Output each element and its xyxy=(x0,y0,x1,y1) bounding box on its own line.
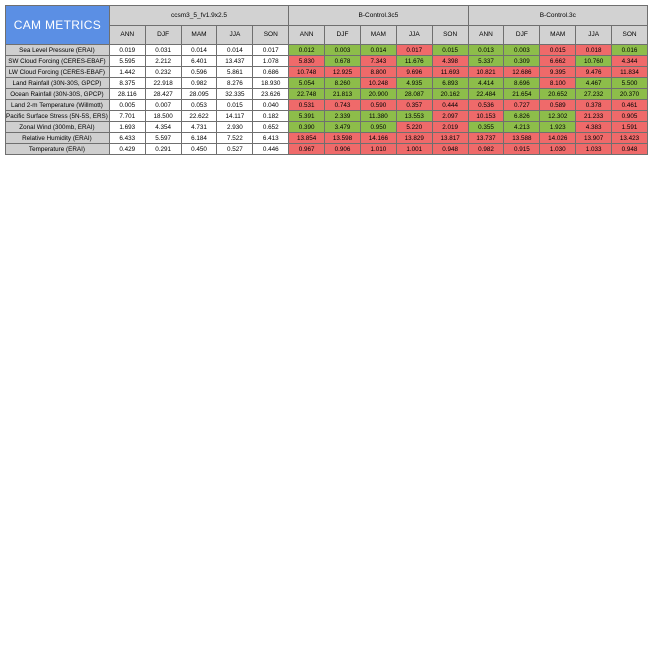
metric-value-cell: 11.834 xyxy=(612,67,648,78)
metric-value-cell: 4.467 xyxy=(576,78,612,89)
metric-value-cell: 20.652 xyxy=(540,89,576,100)
metric-value-cell: 1.010 xyxy=(360,144,396,155)
metric-value-cell: 0.232 xyxy=(145,67,181,78)
metric-value-cell: 13.817 xyxy=(432,133,468,144)
case-header: B-Control.3c5 xyxy=(289,6,468,26)
metric-value-cell: 0.012 xyxy=(289,45,325,56)
table-title: CAM METRICS xyxy=(6,6,110,45)
metric-value-cell: 0.446 xyxy=(253,144,289,155)
metric-value-cell: 0.015 xyxy=(217,100,253,111)
metric-value-cell: 0.017 xyxy=(396,45,432,56)
metric-label xyxy=(6,89,110,100)
metric-label xyxy=(6,100,110,111)
metric-value-cell: 5.597 xyxy=(145,133,181,144)
metric-value-cell: 3.479 xyxy=(325,122,361,133)
metric-value-cell: 0.390 xyxy=(289,122,325,133)
season-header: SON xyxy=(612,25,648,45)
metric-value-cell: 0.652 xyxy=(253,122,289,133)
metric-value-cell: 0.686 xyxy=(253,67,289,78)
metric-value-cell: 28.427 xyxy=(145,89,181,100)
metric-value-cell: 0.355 xyxy=(468,122,504,133)
metric-value-cell: 5.830 xyxy=(289,56,325,67)
metric-value-cell: 10.821 xyxy=(468,67,504,78)
metric-value-cell: 23.626 xyxy=(253,89,289,100)
metric-value-cell: 0.003 xyxy=(504,45,540,56)
metric-value-cell: 12.686 xyxy=(504,67,540,78)
metric-value-cell: 6.413 xyxy=(253,133,289,144)
season-header: MAM xyxy=(540,25,576,45)
metric-value-cell: 0.950 xyxy=(360,122,396,133)
metric-value-cell: 4.383 xyxy=(576,122,612,133)
metric-label-text: Relative Humidity (ERAI) xyxy=(22,134,92,142)
metric-value-cell: 5.595 xyxy=(109,56,145,67)
metric-label-text: Pacific Surface Stress (5N-5S, ERS) xyxy=(6,112,108,120)
metric-value-cell: 13.423 xyxy=(612,133,648,144)
case-header-row xyxy=(6,6,648,26)
metric-value-cell: 8.100 xyxy=(540,78,576,89)
metric-value-cell: 1.030 xyxy=(540,144,576,155)
season-header: ANN xyxy=(109,25,145,45)
metric-value-cell: 0.743 xyxy=(325,100,361,111)
metric-value-cell: 12.925 xyxy=(325,67,361,78)
metric-value-cell: 0.005 xyxy=(109,100,145,111)
metric-value-cell: 0.018 xyxy=(576,45,612,56)
metric-value-cell: 13.854 xyxy=(289,133,325,144)
metric-value-cell: 0.003 xyxy=(325,45,361,56)
metric-value-cell: 0.291 xyxy=(145,144,181,155)
metric-label-text: SW Cloud Forcing (CERES-EBAF) xyxy=(8,57,106,65)
metric-value-cell: 6.826 xyxy=(504,111,540,122)
metric-value-cell: 0.015 xyxy=(432,45,468,56)
metric-label-text: Ocean Rainfall (30N-30S, GPCP) xyxy=(10,90,104,98)
metric-value-cell: 1.591 xyxy=(612,122,648,133)
metric-label xyxy=(6,144,110,155)
metric-value-cell: 12.302 xyxy=(540,111,576,122)
metric-value-cell: 0.053 xyxy=(181,100,217,111)
metric-value-cell: 0.982 xyxy=(468,144,504,155)
metric-value-cell: 2.339 xyxy=(325,111,361,122)
metric-label xyxy=(6,111,110,122)
metric-value-cell: 1.033 xyxy=(576,144,612,155)
metric-value-cell: 18.500 xyxy=(145,111,181,122)
metric-value-cell: 20.370 xyxy=(612,89,648,100)
metric-value-cell: 14.026 xyxy=(540,133,576,144)
metric-value-cell: 9.395 xyxy=(540,67,576,78)
metric-value-cell: 22.748 xyxy=(289,89,325,100)
metric-value-cell: 0.596 xyxy=(181,67,217,78)
metric-value-cell: 13.598 xyxy=(325,133,361,144)
metric-value-cell: 13.588 xyxy=(504,133,540,144)
metric-value-cell: 6.401 xyxy=(181,56,217,67)
metric-value-cell: 10.760 xyxy=(576,56,612,67)
metric-value-cell: 11.693 xyxy=(432,67,468,78)
metric-value-cell: 1.923 xyxy=(540,122,576,133)
season-header: ANN xyxy=(289,25,325,45)
metric-value-cell: 0.040 xyxy=(253,100,289,111)
metric-value-cell: 8.375 xyxy=(109,78,145,89)
metric-value-cell: 9.476 xyxy=(576,67,612,78)
season-header: JJA xyxy=(576,25,612,45)
metric-value-cell: 32.335 xyxy=(217,89,253,100)
table-row xyxy=(6,78,648,89)
metric-value-cell: 7.522 xyxy=(217,133,253,144)
case-header: ccsm3_5_fv1.9x2.5 xyxy=(109,6,288,26)
metric-value-cell: 0.013 xyxy=(468,45,504,56)
metric-value-cell: 28.116 xyxy=(109,89,145,100)
metric-value-cell: 0.014 xyxy=(181,45,217,56)
metric-value-cell: 0.589 xyxy=(540,100,576,111)
metric-value-cell: 0.031 xyxy=(145,45,181,56)
metric-label xyxy=(6,45,110,56)
metric-value-cell: 0.309 xyxy=(504,56,540,67)
metric-value-cell: 0.948 xyxy=(612,144,648,155)
metric-value-cell: 21.654 xyxy=(504,89,540,100)
metric-value-cell: 22.918 xyxy=(145,78,181,89)
metric-value-cell: 1.442 xyxy=(109,67,145,78)
metric-value-cell: 4.935 xyxy=(396,78,432,89)
table-row xyxy=(6,100,648,111)
metric-value-cell: 28.095 xyxy=(181,89,217,100)
metric-value-cell: 28.087 xyxy=(396,89,432,100)
metric-value-cell: 0.590 xyxy=(360,100,396,111)
metric-value-cell: 20.900 xyxy=(360,89,396,100)
metric-value-cell: 0.016 xyxy=(612,45,648,56)
metric-label-text: LW Cloud Forcing (CERES-EBAF) xyxy=(8,68,105,76)
metric-value-cell: 10.248 xyxy=(360,78,396,89)
metric-value-cell: 27.232 xyxy=(576,89,612,100)
metric-value-cell: 0.357 xyxy=(396,100,432,111)
metric-value-cell: 0.906 xyxy=(325,144,361,155)
metric-value-cell: 0.014 xyxy=(217,45,253,56)
metric-value-cell: 0.017 xyxy=(253,45,289,56)
season-header: DJF xyxy=(504,25,540,45)
table-row xyxy=(6,89,648,100)
metric-value-cell: 4.213 xyxy=(504,122,540,133)
metric-value-cell: 10.153 xyxy=(468,111,504,122)
metric-value-cell: 0.015 xyxy=(540,45,576,56)
metric-label xyxy=(6,122,110,133)
metric-label-text: Land Rainfall (30N-30S, GPCP) xyxy=(12,79,102,87)
metric-value-cell: 0.948 xyxy=(432,144,468,155)
metric-value-cell: 0.461 xyxy=(612,100,648,111)
metric-label xyxy=(6,78,110,89)
metric-value-cell: 0.014 xyxy=(360,45,396,56)
metric-label xyxy=(6,67,110,78)
metric-value-cell: 0.905 xyxy=(612,111,648,122)
season-header: ANN xyxy=(468,25,504,45)
metrics-body xyxy=(6,45,648,155)
metric-value-cell: 0.429 xyxy=(109,144,145,155)
season-header: MAM xyxy=(360,25,396,45)
metric-label xyxy=(6,56,110,67)
metric-value-cell: 0.982 xyxy=(181,78,217,89)
table-row xyxy=(6,111,648,122)
metric-value-cell: 6.184 xyxy=(181,133,217,144)
metric-value-cell: 0.536 xyxy=(468,100,504,111)
metric-value-cell: 5.337 xyxy=(468,56,504,67)
season-header: SON xyxy=(432,25,468,45)
metric-value-cell: 5.500 xyxy=(612,78,648,89)
metric-label xyxy=(6,133,110,144)
season-header: DJF xyxy=(145,25,181,45)
table-row xyxy=(6,56,648,67)
metric-value-cell: 14.117 xyxy=(217,111,253,122)
metric-value-cell: 11.380 xyxy=(360,111,396,122)
metric-value-cell: 6.893 xyxy=(432,78,468,89)
metric-value-cell: 2.930 xyxy=(217,122,253,133)
season-header: DJF xyxy=(325,25,361,45)
metric-value-cell: 0.450 xyxy=(181,144,217,155)
metric-value-cell: 13.437 xyxy=(217,56,253,67)
season-header: JJA xyxy=(396,25,432,45)
table-row xyxy=(6,144,648,155)
season-header: JJA xyxy=(217,25,253,45)
metric-value-cell: 2.212 xyxy=(145,56,181,67)
table-row xyxy=(6,122,648,133)
metric-value-cell: 5.861 xyxy=(217,67,253,78)
season-header: SON xyxy=(253,25,289,45)
metric-value-cell: 4.414 xyxy=(468,78,504,89)
metric-value-cell: 10.748 xyxy=(289,67,325,78)
case-header: B-Control.3c xyxy=(468,6,647,26)
metric-value-cell: 0.915 xyxy=(504,144,540,155)
metric-value-cell: 0.727 xyxy=(504,100,540,111)
metric-value-cell: 14.166 xyxy=(360,133,396,144)
metric-label-text: Land 2-m Temperature (Willmott) xyxy=(10,101,103,109)
metric-value-cell: 0.531 xyxy=(289,100,325,111)
metric-value-cell: 9.696 xyxy=(396,67,432,78)
metric-label-text: Sea Level Pressure (ERAI) xyxy=(19,46,95,54)
metric-value-cell: 6.662 xyxy=(540,56,576,67)
metric-value-cell: 8.800 xyxy=(360,67,396,78)
metric-value-cell: 8.696 xyxy=(504,78,540,89)
metric-label-text: Temperature (ERAI) xyxy=(28,145,85,153)
metric-value-cell: 21.813 xyxy=(325,89,361,100)
metric-value-cell: 22.484 xyxy=(468,89,504,100)
metric-value-cell: 4.398 xyxy=(432,56,468,67)
metric-value-cell: 0.378 xyxy=(576,100,612,111)
metric-value-cell: 7.701 xyxy=(109,111,145,122)
metric-value-cell: 5.220 xyxy=(396,122,432,133)
metric-value-cell: 0.967 xyxy=(289,144,325,155)
metric-value-cell: 2.019 xyxy=(432,122,468,133)
metric-value-cell: 6.433 xyxy=(109,133,145,144)
metric-value-cell: 4.731 xyxy=(181,122,217,133)
metric-value-cell: 11.676 xyxy=(396,56,432,67)
metric-value-cell: 8.276 xyxy=(217,78,253,89)
season-header: MAM xyxy=(181,25,217,45)
metric-value-cell: 21.233 xyxy=(576,111,612,122)
metric-value-cell: 7.343 xyxy=(360,56,396,67)
metric-value-cell: 4.344 xyxy=(612,56,648,67)
metric-value-cell: 18.930 xyxy=(253,78,289,89)
metric-value-cell: 0.007 xyxy=(145,100,181,111)
table-row xyxy=(6,67,648,78)
metric-value-cell: 8.260 xyxy=(325,78,361,89)
metric-value-cell: 5.391 xyxy=(289,111,325,122)
metric-value-cell: 22.622 xyxy=(181,111,217,122)
metric-value-cell: 13.553 xyxy=(396,111,432,122)
metric-value-cell: 0.182 xyxy=(253,111,289,122)
metric-value-cell: 1.001 xyxy=(396,144,432,155)
metric-value-cell: 4.354 xyxy=(145,122,181,133)
metric-value-cell: 13.737 xyxy=(468,133,504,144)
metric-value-cell: 2.097 xyxy=(432,111,468,122)
metric-value-cell: 0.678 xyxy=(325,56,361,67)
metric-value-cell: 13.829 xyxy=(396,133,432,144)
metric-value-cell: 0.019 xyxy=(109,45,145,56)
metric-value-cell: 1.693 xyxy=(109,122,145,133)
metric-value-cell: 0.527 xyxy=(217,144,253,155)
metric-value-cell: 1.078 xyxy=(253,56,289,67)
cam-metrics-table xyxy=(5,5,648,155)
table-row xyxy=(6,133,648,144)
metric-value-cell: 5.054 xyxy=(289,78,325,89)
metric-value-cell: 20.162 xyxy=(432,89,468,100)
metric-value-cell: 13.907 xyxy=(576,133,612,144)
metric-label-text: Zonal Wind (300mb, ERAI) xyxy=(19,123,95,131)
table-row xyxy=(6,45,648,56)
metric-value-cell: 0.444 xyxy=(432,100,468,111)
